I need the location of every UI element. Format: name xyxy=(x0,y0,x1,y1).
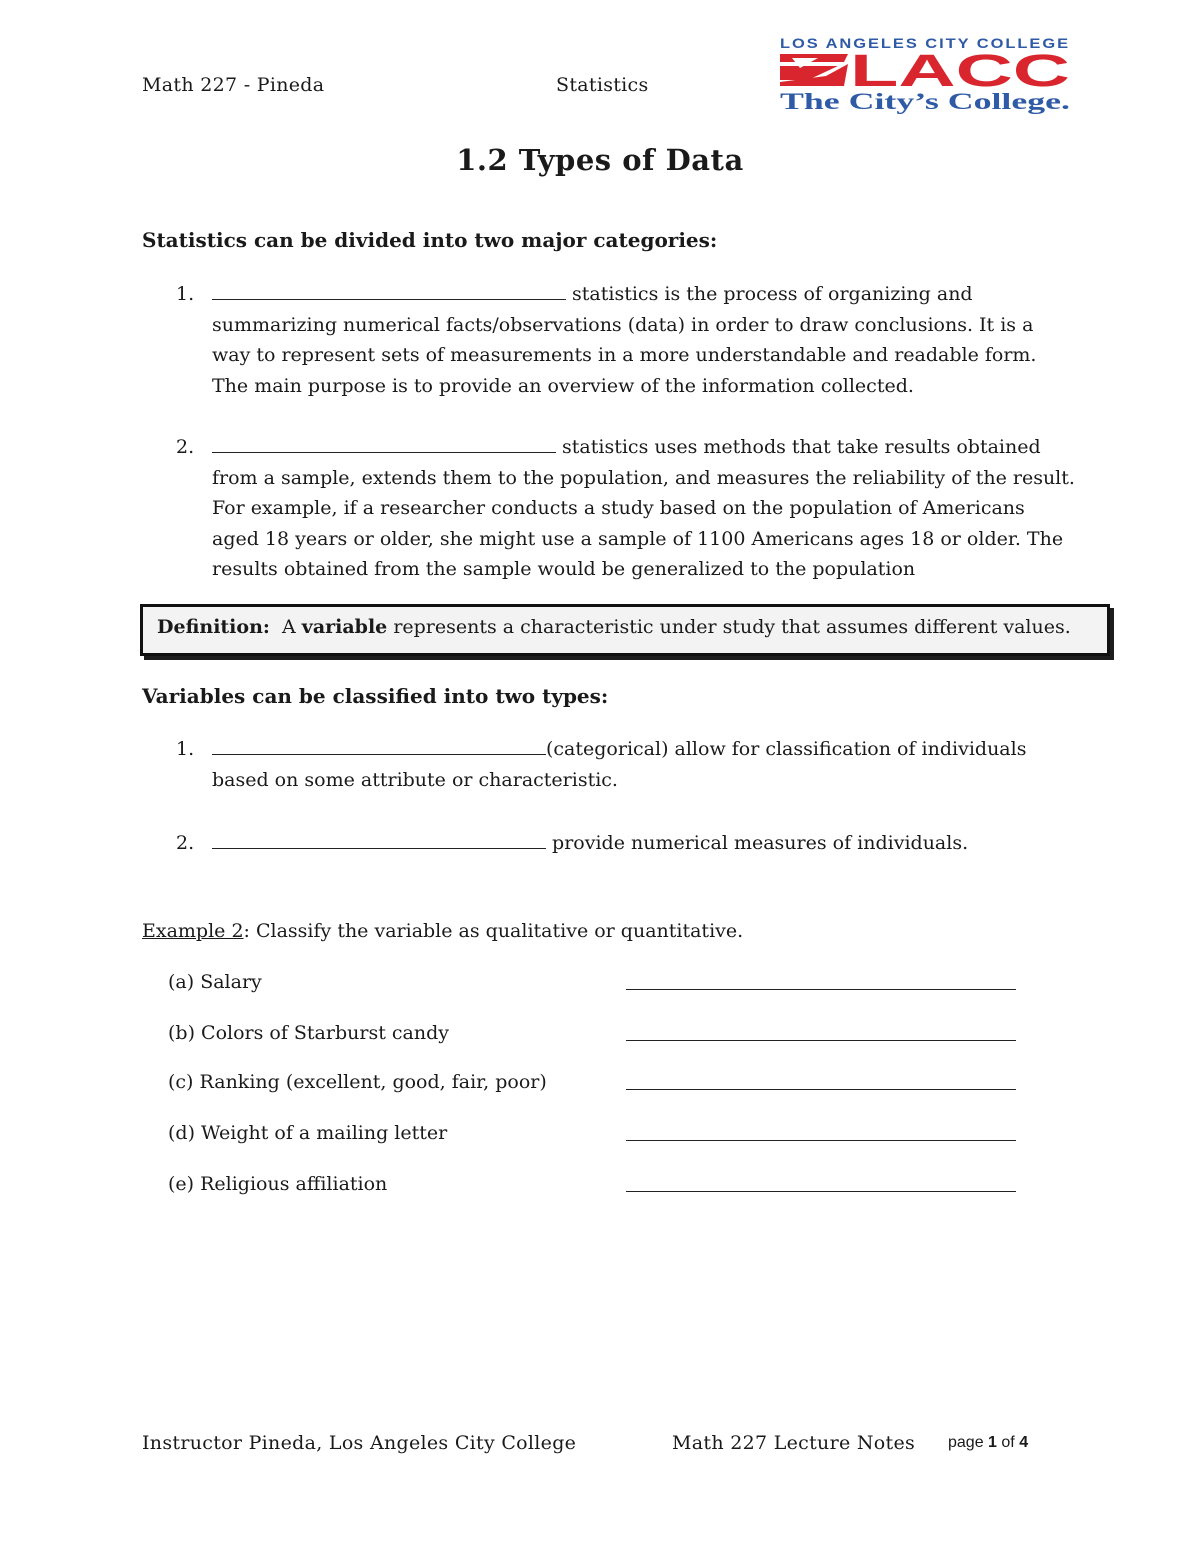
item-line: (categorical) allow for classification of individuals xyxy=(546,738,1027,760)
example-item-e: (e) Religious affiliation xyxy=(168,1173,388,1195)
item-line: aged 18 years or older, she might use a sample of 1100 Americans ages 18 or older. The xyxy=(212,527,1064,550)
item-line: way to represent sets of measurements in a more understandable and readable form. xyxy=(212,344,1037,366)
fill-in-blank xyxy=(212,434,556,453)
definition-rest: represents a characteristic under study that assumes different values. xyxy=(393,616,1071,638)
page-title: 1.2 Types of Data xyxy=(456,143,744,177)
definition-label: Definition: xyxy=(157,616,270,638)
definition-pre: A xyxy=(282,616,296,638)
footer-instructor: Instructor Pineda, Los Angeles City College xyxy=(142,1432,577,1454)
list-number: 2. xyxy=(176,436,195,458)
page-word: page xyxy=(948,1434,984,1451)
of-word: of xyxy=(1001,1434,1015,1451)
example-prompt xyxy=(142,916,743,947)
section-heading-variables: Variables can be classified into two types: xyxy=(142,684,609,708)
example-item-a: (a) Salary xyxy=(168,971,262,993)
list-item-descriptive xyxy=(212,279,1092,401)
definition-text xyxy=(157,616,1071,638)
header-course: Math 227 - Pineda xyxy=(142,74,325,96)
definition-term: variable xyxy=(301,616,388,638)
logo-abbrev: LACC xyxy=(850,45,1070,96)
example-instruction: : Classify the variable as qualitative or quantitative. xyxy=(243,920,744,942)
example-label: Example 2 xyxy=(142,920,244,942)
item-line: based on some attribute or characteristic. xyxy=(212,768,618,791)
lacc-logo-graphic xyxy=(778,36,1072,116)
logo-flag-icon xyxy=(780,54,848,86)
fill-in-blank xyxy=(212,736,546,755)
page-total: 4 xyxy=(1019,1434,1029,1451)
answer-line-b[interactable] xyxy=(626,1040,1016,1041)
example-item-c: (c) Ranking (excellent, good, fair, poor) xyxy=(168,1071,547,1093)
section-heading-categories: Statistics can be divided into two major categories: xyxy=(142,228,718,252)
item-line: summarizing numerical facts/observations (data) in order to draw conclusions. It is a xyxy=(212,313,1034,336)
list-number: 2. xyxy=(176,832,195,854)
answer-line-e[interactable] xyxy=(626,1191,1016,1192)
logo-tagline: The City’s College. xyxy=(780,89,1070,114)
item-line: results obtained from the sample would be generalized to the population xyxy=(212,558,916,580)
answer-line-d[interactable] xyxy=(626,1140,1016,1141)
item-line: provide numerical measures of individuals. xyxy=(552,832,969,854)
fill-in-blank xyxy=(212,830,546,849)
fill-in-blank xyxy=(212,281,566,300)
lacc-logo xyxy=(778,36,1072,116)
example-item-d: (d) Weight of a mailing letter xyxy=(168,1122,448,1144)
list-item-quantitative xyxy=(212,828,1092,859)
example-item-b: (b) Colors of Starburst candy xyxy=(168,1022,449,1044)
footer-page-number xyxy=(948,1434,1028,1452)
definition-box xyxy=(140,604,1110,656)
item-line: For example, if a researcher conducts a study based on the population of Americans xyxy=(212,497,1025,519)
answer-line-c[interactable] xyxy=(626,1089,1016,1090)
item-line: statistics is the process of organizing and xyxy=(572,283,973,305)
page-current: 1 xyxy=(988,1434,997,1451)
list-number: 1. xyxy=(176,738,195,760)
list-item-inferential xyxy=(212,432,1092,585)
footer-course-notes: Math 227 Lecture Notes xyxy=(672,1432,916,1454)
list-number: 1. xyxy=(176,283,195,305)
answer-line-a[interactable] xyxy=(626,989,1016,990)
item-line: statistics uses methods that take results obtained xyxy=(562,436,1041,458)
item-line: The main purpose is to provide an overview of the information collected. xyxy=(212,374,914,397)
item-line: from a sample, extends them to the population, and measures the reliability of the result. xyxy=(212,466,1075,489)
list-item-qualitative xyxy=(212,734,1092,795)
logo-college-name: LOS ANGELES CITY COLLEGE xyxy=(780,36,1070,51)
header-subject: Statistics xyxy=(556,74,649,96)
